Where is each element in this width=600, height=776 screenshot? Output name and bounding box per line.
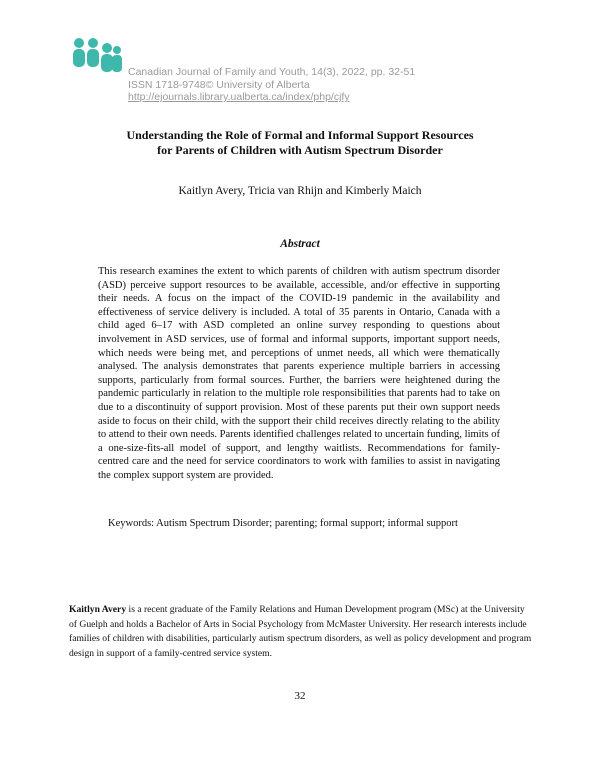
author-bio-name: Kaitlyn Avery [69,604,127,615]
article-title-line-2: for Parents of Children with Autism Spectrum Disorder [157,143,443,157]
abstract-text: This research examines the extent to which parents of children with autism spectrum disorder (ASD) perceive support resources to be available, accessible, and/or effective in supporting their needs. A focus on the impact of the COVID-19 pandemic in the availability and effectiveness of service delivery is included. A total of 35 parents in Ontario, Canada with a child aged 6–17 with ASD completed an online survey responding to questions about involvement in ASD services, use of formal and informal supports, important support needs, which needs were being met, and perceptions of unmet needs, all which were thematically analysed. The analysis demonstrates that parents experience multiple barriers in accessing supports, particularly from formal sources. Further, the barriers were heightened during the pandemic particularly in relation to the multiple role responsibilities that parents had to take on due to a discontinuity of support provision. Most of these parents put their own support needs aside to focus on their child, with the support their child receives directly relating to the ability to attend to their own needs. Parents identified challenges related to uncertain funding, limits of a one-size-fits-all model of support, and lengthy waitlists. Recommendations for family-centred care and the need for service coordinators to work with families to assist in navigating the complex support system are provided. [98,266,500,481]
journal-citation: Canadian Journal of Family and Youth, 14(3), 2022, pp. 32-51 [128,66,416,78]
article-title [60,128,540,158]
journal-url-link[interactable]: http://ejournals.library.ualberta.ca/index/php/cjfy [128,91,350,103]
page-number: 32 [294,690,306,702]
family-people-icon [72,38,122,74]
author-bio [69,603,533,661]
author-bio-text: is a recent graduate of the Family Relations and Human Development program (MSc) at the University of Guelph and holds a Bachelor of Arts in Social Psychology from McMaster University. Her research interests include families of children with disabilities, particularly autism spectrum disorders, as well as policy development and program design in support of a family-centred service system. [69,604,532,659]
keywords: Keywords: Autism Spectrum Disorder; parenting; formal support; informal support [108,518,458,529]
article-title-line-1: Understanding the Role of Formal and Informal Support Resources [126,128,474,142]
abstract-heading: Abstract [280,238,320,250]
journal-header [128,66,415,104]
article-authors: Kaitlyn Avery, Tricia van Rhijn and Kimberly Maich [178,185,422,197]
journal-issn: ISSN 1718-9748© University of Alberta [128,78,310,91]
